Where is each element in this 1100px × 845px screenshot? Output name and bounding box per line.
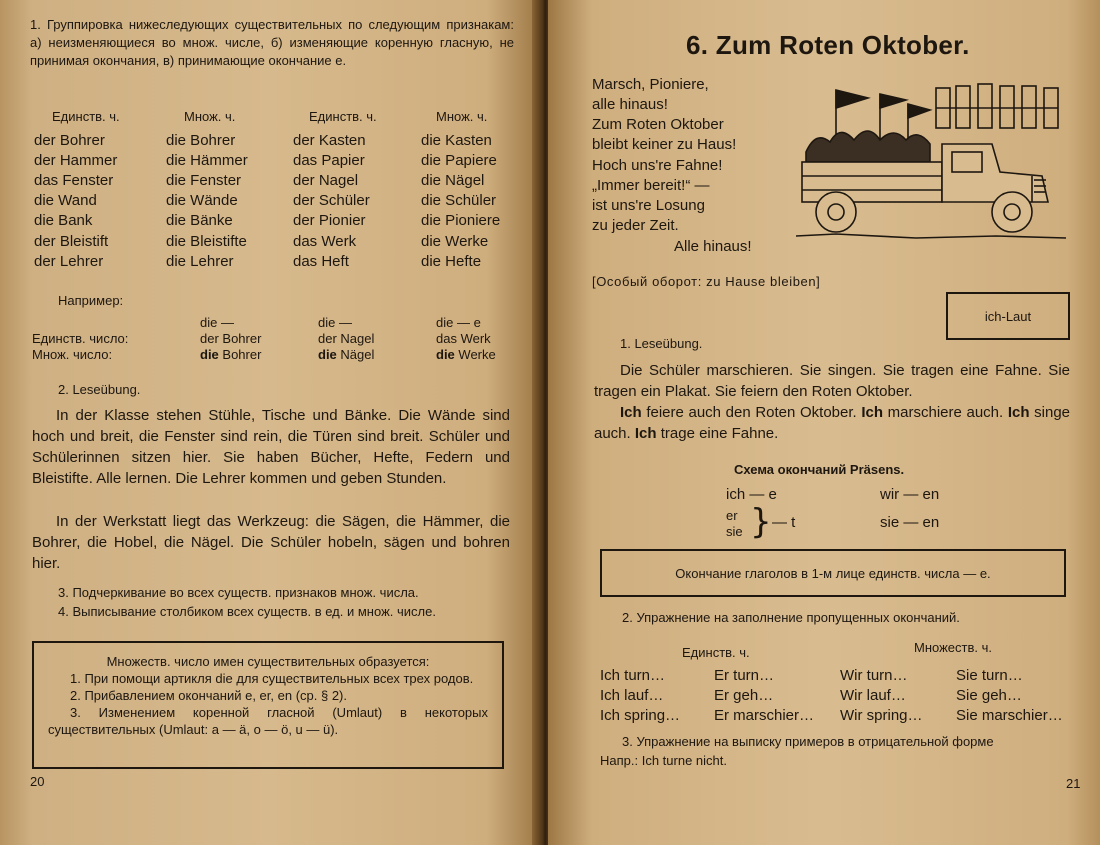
example-top-1: die — (200, 315, 234, 330)
poem-line: zu jeder Zeit. (592, 217, 679, 234)
exercise-cell: Er marschier… (714, 707, 815, 724)
left-page (0, 0, 540, 845)
plural-header: Множеств. ч. (914, 640, 992, 655)
reading-text-b (594, 402, 1070, 444)
example-top-3: die — e (436, 315, 481, 330)
task-4: 4. Выписывание столбиком всех существ. в ед. и множ. числе. (58, 604, 436, 619)
rule-item-1: 1. При помощи артикля die для существительных всех трех родов. (70, 671, 474, 686)
plural-rule-box (32, 641, 504, 769)
schema-ich: ich — e (726, 486, 777, 503)
text: feiere auch den Roten Oktober. (641, 404, 857, 421)
plural-noun: Bohrer (218, 347, 262, 362)
ending-rule-box (600, 549, 1066, 597)
table-cell: die Hämmer (166, 152, 248, 169)
plural-article: die (318, 347, 337, 362)
task-1-instruction: 1. Группировка нижеследующих существительных по следующим признакам: а) неизменяющиеся во множ. числе, б) изменяющие коренную гласную, не принимая окончания, в) принимающие окончание е. (30, 17, 514, 68)
rule-item-2: 2. Прибавлением окончаний e, er, en (ср. § 2). (70, 688, 347, 703)
rule-item-3: 3. Изменением коренной гласной (Umlaut) в некоторых существительных (Umlaut: a — ä, o — ö, u — ü). (48, 705, 488, 737)
exercise-cell: Sie marschier… (956, 707, 1063, 724)
table-cell: die Papiere (421, 152, 497, 169)
table-cell: das Fenster (34, 172, 114, 189)
table-cell: die Lehrer (166, 253, 234, 270)
schema-sie-plural: sie — en (880, 514, 940, 531)
example-plural-1 (200, 347, 261, 362)
table-cell: der Nagel (293, 172, 359, 189)
task-1-heading: 1. Leseübung. (620, 336, 703, 351)
header-plural-1: Множ. ч. (184, 109, 236, 124)
singular-header: Единств. ч. (682, 645, 750, 660)
table-cell: die Kasten (421, 132, 492, 149)
table-cell: das Papier (293, 152, 365, 169)
right-page (548, 0, 1100, 845)
exercise-cell: Ich spring… (600, 707, 681, 724)
table-cell: die Fenster (166, 172, 242, 189)
ending-rule-text: Окончание глаголов в 1-м лице единств. числа — е. (675, 566, 991, 581)
table-cell: der Pionier (293, 212, 366, 229)
rule-heading: Множеств. число имен существительных образуется: (106, 654, 430, 669)
bold-ich: Ich (861, 404, 884, 421)
exercise-cell: Ich turn… (600, 667, 666, 684)
bold-ich: Ich (634, 425, 657, 442)
ich-laut-label: ich-Laut (984, 309, 1032, 324)
exercise-cell: Er geh… (714, 687, 774, 704)
bold-ich: Ich (620, 404, 642, 421)
schema-title: Схема окончаний Präsens. (734, 462, 905, 477)
plural-noun: Nägel (336, 347, 375, 362)
table-cell: der Bohrer (34, 132, 105, 149)
table-cell: der Kasten (293, 132, 366, 149)
ich-laut-box (946, 292, 1070, 340)
schema-t: — t (772, 514, 796, 531)
table-cell: der Hammer (34, 152, 118, 169)
exercise-cell: Wir spring… (840, 707, 923, 724)
exercise-cell: Er turn… (714, 667, 775, 684)
table-cell: die Bank (34, 212, 93, 229)
example-singular-label: Единств. число: (32, 331, 129, 346)
table-cell: die Nägel (421, 172, 485, 189)
table-cell: der Bleistift (34, 233, 109, 250)
exercise-cell: Wir turn… (840, 667, 908, 684)
plural-article: die (436, 347, 455, 362)
example-top-2: die — (318, 315, 352, 330)
table-cell: die Schüler (421, 192, 497, 209)
idiom-note: [Особый оборот: zu Hause bleiben] (592, 274, 821, 289)
schema-sie: sie (726, 524, 743, 539)
text: trage eine Fahne. (656, 425, 779, 442)
header-singular-2: Единств. ч. (309, 109, 377, 124)
brace-icon: } (750, 502, 772, 542)
example-label: Например: (58, 293, 124, 308)
poem-line: bleibt keiner zu Haus! (592, 136, 737, 153)
page-number-right: 21 (1066, 776, 1081, 791)
example-plural-label: Множ. число: (32, 347, 113, 362)
text: singe auch. (594, 404, 1071, 442)
task-2-heading: 2. Упражнение на заполнение пропущенных окончаний. (622, 610, 960, 625)
poem-line: Alle hinaus! (674, 238, 752, 255)
example-singular-1: der Bohrer (200, 331, 262, 346)
truck-illustration (796, 80, 1068, 258)
poem-line: ist uns're Losung (592, 197, 705, 214)
poem-line: Hoch uns're Fahne! (592, 157, 723, 174)
reading-paragraph-1: In der Klasse stehen Stühle, Tische und Bänke. Die Wände sind hoch und breit, die Fenster sind rein, die Türen sind breit. Schüler und Schülerinnen sitzen hier. Sie haben Bücher, Hefte, Federn und Bleistifte. Alle lernen. Die Lehrer kommen und geben Stunden. (32, 407, 510, 487)
exercise-cell: Wir lauf… (840, 687, 906, 704)
plural-noun: Werke (454, 347, 496, 362)
table-cell: das Werk (293, 233, 357, 250)
table-cell: die Bänke (166, 212, 233, 229)
bold-ich: Ich (1007, 404, 1030, 421)
exercise-cell: Ich lauf… (600, 687, 664, 704)
table-cell: der Lehrer (34, 253, 104, 270)
page-number-left: 20 (30, 774, 45, 789)
schema-wir: wir — en (880, 486, 940, 503)
example-singular-2: der Nagel (318, 331, 375, 346)
text: marschiere auch. (883, 404, 1004, 421)
table-cell: die Pioniere (421, 212, 501, 229)
poem-line: „Immer bereit!“ — (592, 177, 710, 194)
task-2-heading: 2. Leseübung. (58, 382, 141, 397)
exercise-cell: Sie geh… (956, 687, 1022, 704)
example-plural-2 (318, 347, 374, 362)
header-plural-2: Множ. ч. (436, 109, 488, 124)
schema-er: er (726, 508, 738, 523)
task-3-heading: 3. Упражнение на выписку примеров в отрицательной форме (622, 734, 994, 749)
table-cell: die Hefte (421, 253, 482, 270)
example-plural-3 (436, 347, 496, 362)
chapter-title: 6. Zum Roten Oktober. (686, 30, 970, 60)
plural-article: die (200, 347, 219, 362)
reading-paragraph-2: In der Werkstatt liegt das Werkzeug: die Sägen, die Hämmer, die Bohrer, die Hobel, die Nägel. Die Schüler hobeln, sägen und bohren hier. (32, 513, 510, 572)
poem-line: alle hinaus! (592, 96, 668, 113)
table-cell: die Bohrer (166, 132, 236, 149)
reading-text-a: Die Schüler marschieren. Sie singen. Sie tragen eine Fahne. Sie tragen ein Plakat. Sie feiern den Roten Oktober. (594, 362, 1070, 400)
task-3: 3. Подчеркивание во всех существ. признаков множ. числа. (58, 585, 419, 600)
table-cell: die Werke (421, 233, 489, 250)
table-cell: der Schüler (293, 192, 370, 209)
example-singular-3: das Werk (436, 331, 491, 346)
table-cell: das Heft (293, 253, 349, 270)
table-cell: die Wände (166, 192, 238, 209)
header-singular-1: Единств. ч. (52, 109, 120, 124)
exercise-cell: Sie turn… (956, 667, 1023, 684)
poem-line: Marsch, Pioniere, (592, 76, 709, 93)
table-cell: die Bleistifte (166, 233, 247, 250)
table-cell: die Wand (34, 192, 97, 209)
task-3-example: Напр.: Ich turne nicht. (600, 753, 727, 768)
poem-line: Zum Roten Oktober (592, 116, 724, 133)
